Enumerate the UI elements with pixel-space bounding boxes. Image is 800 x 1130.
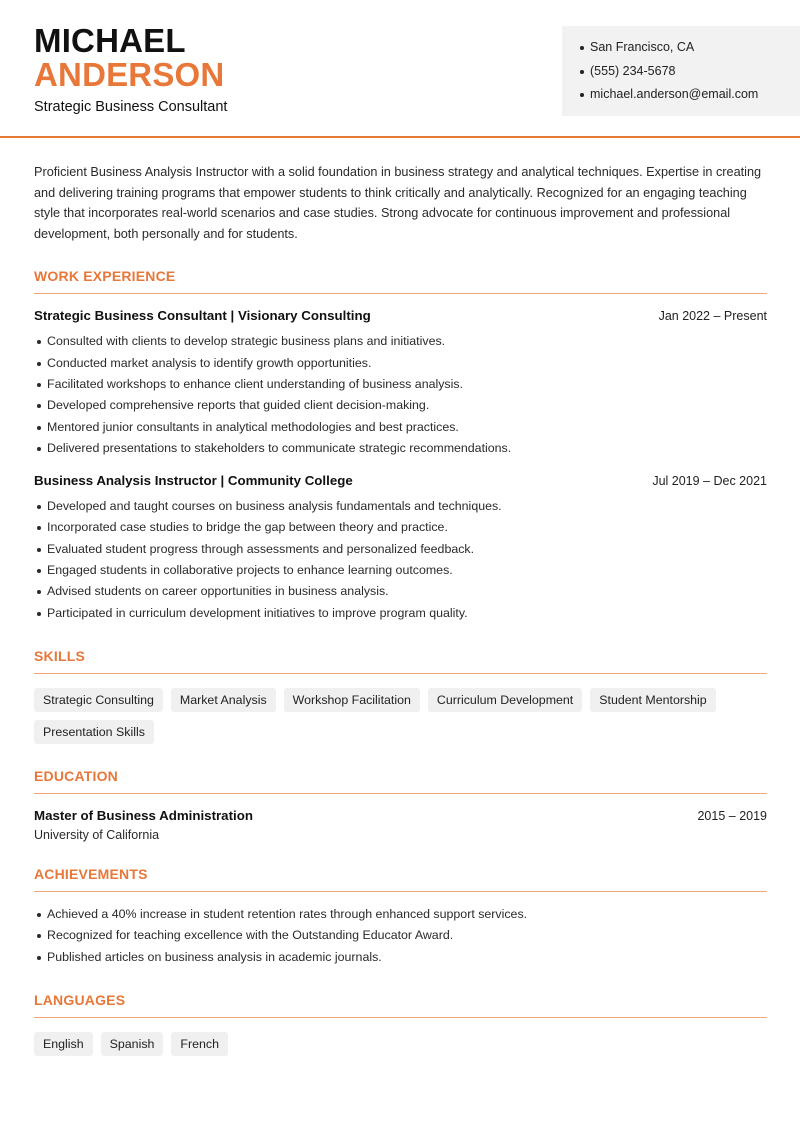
section-title-skills: SKILLS — [34, 648, 767, 674]
list-item: Incorporated case studies to bridge the gap between theory and practice. — [34, 517, 767, 538]
language-tag: English — [34, 1032, 93, 1056]
skill-tag: Presentation Skills — [34, 720, 154, 744]
contact-phone: (555) 234-5678 — [580, 60, 800, 84]
job-date: Jan 2022 – Present — [658, 309, 767, 324]
list-item: Engaged students in collaborative projects to enhance learning outcomes. — [34, 560, 767, 581]
job-title: Strategic Business Consultant — [34, 99, 228, 115]
education-date: 2015 – 2019 — [697, 808, 767, 823]
job-bullets — [34, 331, 767, 459]
education-entry — [34, 808, 767, 842]
candidate-name — [34, 24, 224, 92]
resume-header — [0, 0, 800, 138]
list-item: Developed and taught courses on business analysis fundamentals and techniques. — [34, 496, 767, 517]
list-item: Evaluated student progress through assessments and personalized feedback. — [34, 539, 767, 560]
list-item: Published articles on business analysis in academic journals. — [34, 947, 767, 968]
list-item: Recognized for teaching excellence with the Outstanding Educator Award. — [34, 925, 767, 946]
skill-tag: Student Mentorship — [590, 688, 715, 712]
first-name: MICHAEL — [34, 22, 186, 59]
list-item: Facilitated workshops to enhance client understanding of business analysis. — [34, 374, 767, 395]
section-title-work: WORK EXPERIENCE — [34, 268, 767, 294]
job-bullets — [34, 496, 767, 624]
achievements-list — [34, 904, 767, 968]
job-date: Jul 2019 – Dec 2021 — [652, 474, 767, 489]
last-name: ANDERSON — [34, 56, 225, 93]
summary-paragraph: Proficient Business Analysis Instructor with a solid foundation in business strategy and analytical techniques. Expertise in creating and delivering training programs that empower students to think critically and analytically. Recognized for an engaging teaching style that incorporates real-world scenarios and case studies. Strong advocate for continuous improvement and professional development, both personally and for students. — [34, 165, 762, 241]
job-entry — [34, 473, 767, 624]
job-entry — [34, 308, 767, 459]
resume-body — [34, 162, 767, 1056]
contact-box — [562, 26, 800, 116]
list-item: Consulted with clients to develop strategic business plans and initiatives. — [34, 331, 767, 352]
skills-tags — [34, 688, 767, 744]
list-item: Achieved a 40% increase in student retention rates through enhanced support services. — [34, 904, 767, 925]
skill-tag: Market Analysis — [171, 688, 276, 712]
list-item: Developed comprehensive reports that guided client decision-making. — [34, 395, 767, 416]
section-title-achievements: ACHIEVEMENTS — [34, 866, 767, 892]
list-item: Mentored junior consultants in analytical methodologies and best practices. — [34, 417, 767, 438]
skill-tag: Strategic Consulting — [34, 688, 163, 712]
section-title-languages: LANGUAGES — [34, 992, 767, 1018]
language-tags — [34, 1032, 767, 1056]
school-name: University of California — [34, 827, 160, 842]
list-item: Participated in curriculum development initiatives to improve program quality. — [34, 603, 767, 624]
job-role: Business Analysis Instructor | Community College — [34, 473, 353, 489]
language-tag: Spanish — [101, 1032, 164, 1056]
language-tag: French — [171, 1032, 228, 1056]
skill-tag: Curriculum Development — [428, 688, 582, 712]
list-item: Conducted market analysis to identify growth opportunities. — [34, 353, 767, 374]
degree: Master of Business Administration — [34, 807, 253, 823]
section-title-education: EDUCATION — [34, 768, 767, 794]
contact-email[interactable]: michael.anderson@email.com — [580, 83, 800, 107]
job-role: Strategic Business Consultant | Visionary Consulting — [34, 308, 371, 324]
list-item: Advised students on career opportunities in business analysis. — [34, 581, 767, 602]
skill-tag: Workshop Facilitation — [284, 688, 420, 712]
contact-location: San Francisco, CA — [580, 36, 800, 60]
list-item: Delivered presentations to stakeholders to communicate strategic recommendations. — [34, 438, 767, 459]
